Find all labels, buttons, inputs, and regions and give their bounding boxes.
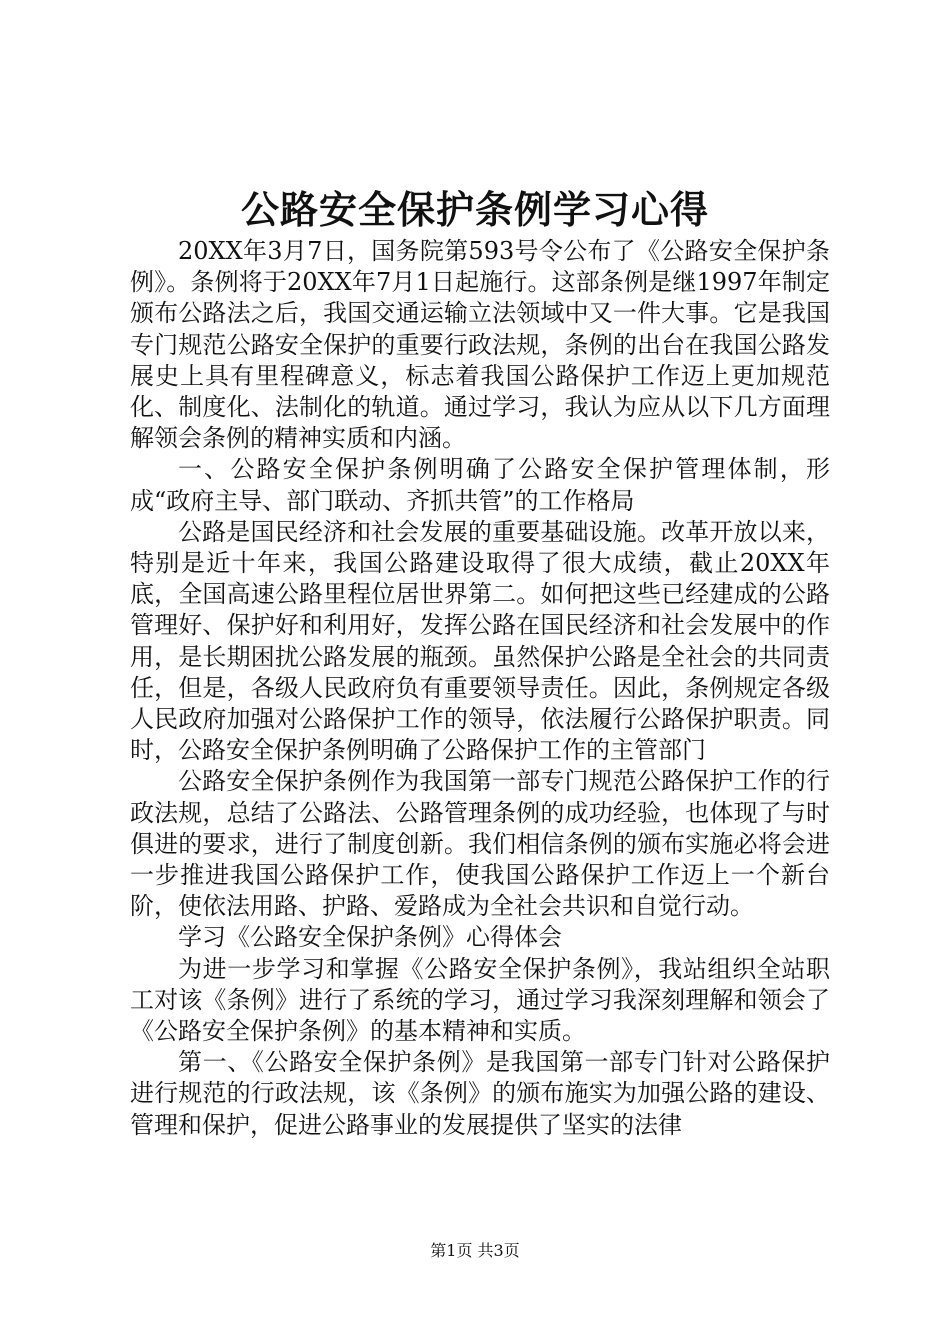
document-body [130,236,830,1141]
paragraph: 公路安全保护条例作为我国第一部专门规范公路保护工作的行政法规，总结了公路法、公路管理条例的成功经验，也体现了与时俱进的要求，进行了制度创新。我们相信条例的颁布实施必将会进一步推进我国公路保护工作，使我国公路保护工作迈上一个新台阶，使依法用路、护路、爱路成为全社会共识和自觉行动。 [130,767,830,921]
subtitle: 学习《公路安全保护条例》心得体会 [178,923,562,952]
paragraph: 为进一步学习和掌握《公路安全保护条例》，我站组织全站职工对该《条例》进行了系统的学习，通过学习我深刻理解和领会了《公路安全保护条例》的基本精神和实质。 [130,954,830,1046]
paragraph: 第一、《公路安全保护条例》是我国第一部专门针对公路保护进行规范的行政法规，该《条例》的颁布施实为加强公路的建设、管理和保护，促进公路事业的发展提供了坚实的法律 [130,1048,830,1139]
page-footer: 第1页 共3页 [430,1241,520,1260]
paragraph: 20XX年3月7日，国务院第593号令公布了《公路安全保护条例》。条例将于20XX年7月1日起施行。这部条例是继1997年制定颁布公路法之后，我国交通运输立法领域中又一件大事。它是我国专门规范公路安全保护的重要行政法规，条例的出台在我国公路发展史上具有里程碑意义，标志着我国公路保护工作迈上更加规范化、制度化、法制化的轨道。通过学习，我认为应从以下几方面理解领会条例的精神实质和内涵。 [130,237,830,453]
paragraph: 公路是国民经济和社会发展的重要基础设施。改革开放以来，特别是近十年来，我国公路建设取得了很大成绩，截止20XX年底，全国高速公路里程位居世界第二。如何把这些已经建成的公路管理好、保护好和利用好，发挥公路在国民经济和社会发展中的作用，是长期困扰公路发展的瓶颈。虽然保护公路是全社会的共同责任，但是，各级人民政府负有重要领导责任。因此，条例规定各级人民政府加强对公路保护工作的领导，依法履行公路保护职责。同时，公路安全保护条例明确了公路保护工作的主管部门 [130,517,830,765]
section-heading: 一、公路安全保护条例明确了公路安全保护管理体制，形成“政府主导、部门联动、齐抓共管”的工作格局 [130,455,830,515]
document-title: 公路安全保护条例学习心得 [240,187,709,232]
